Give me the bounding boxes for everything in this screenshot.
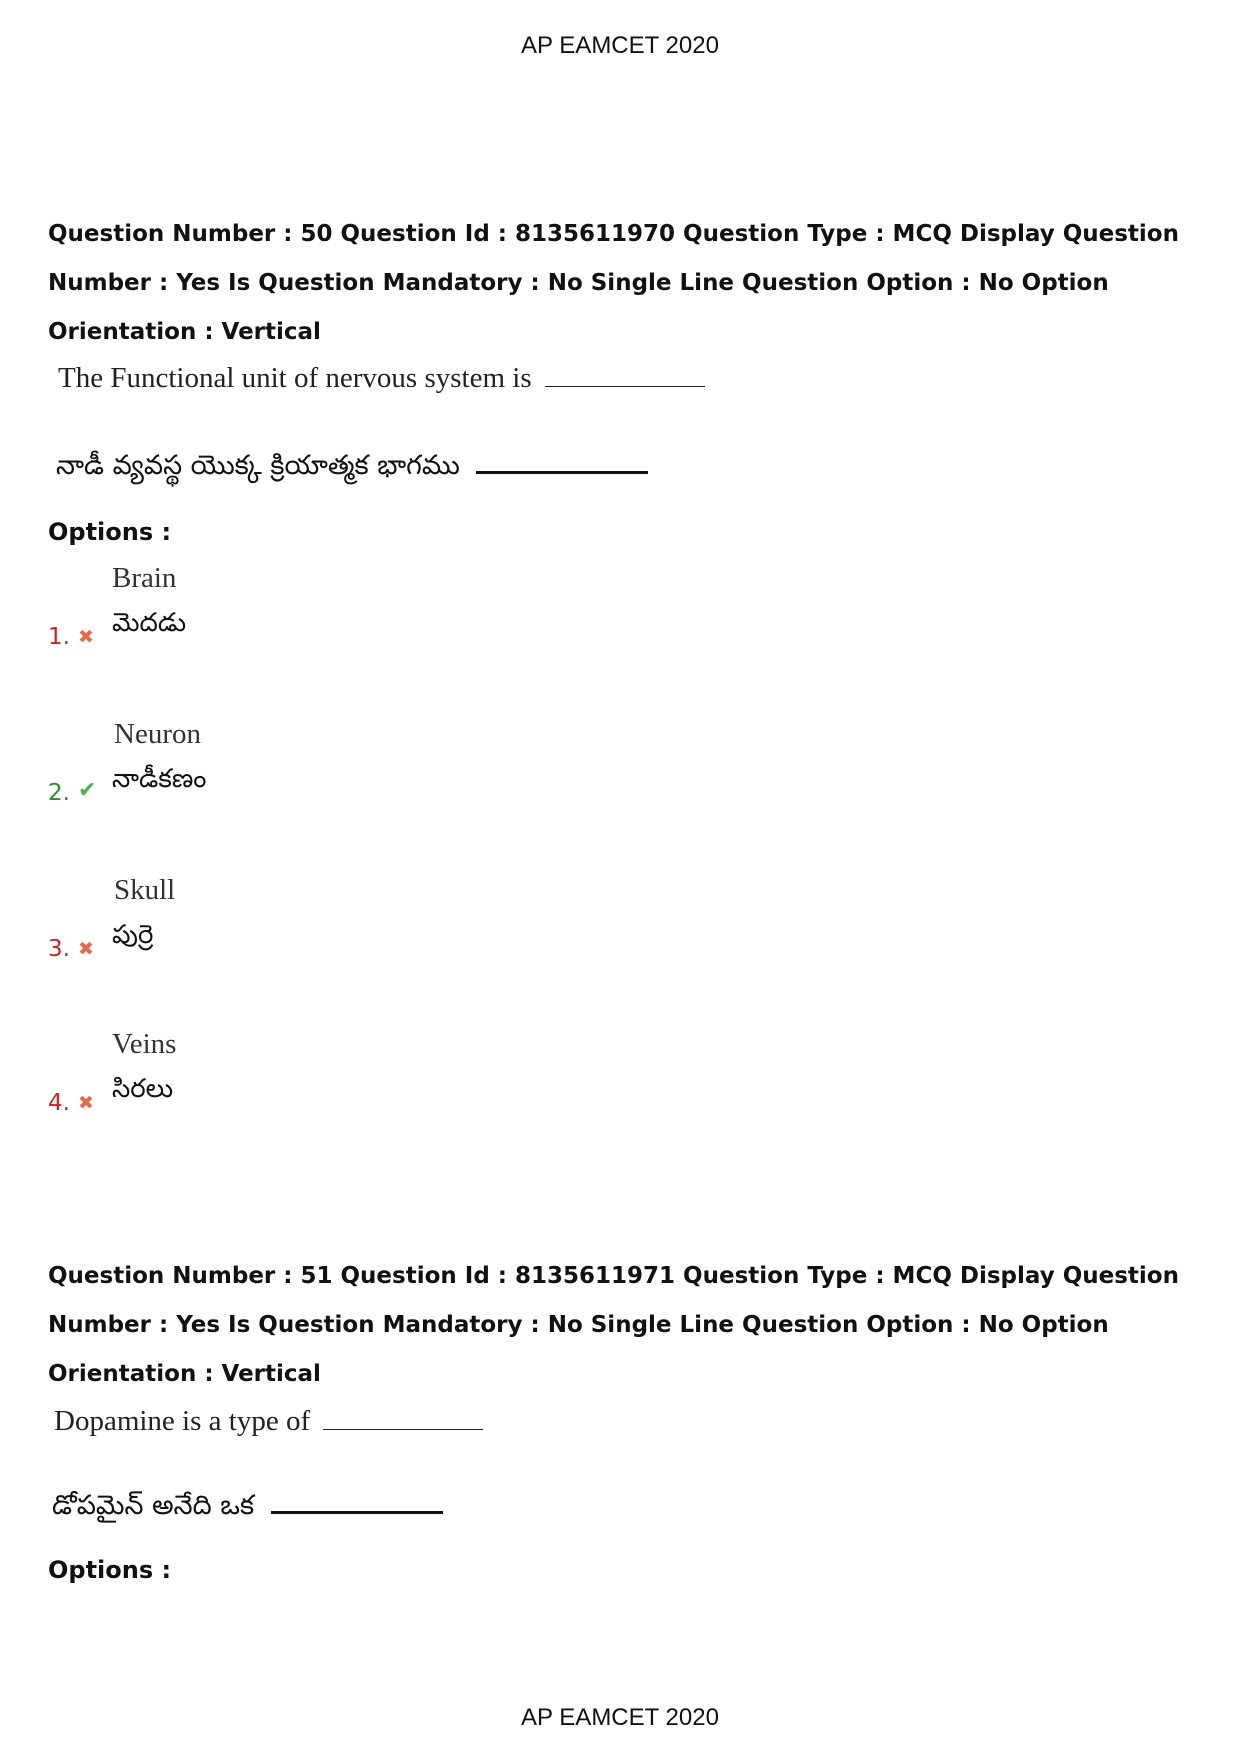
cross-icon: ✖ xyxy=(78,1092,94,1114)
answer-blank xyxy=(271,1510,443,1514)
options-label: Options : xyxy=(48,1556,172,1584)
question-50-text-en xyxy=(58,362,705,395)
option-1-text-te: మెదడు xyxy=(112,608,187,638)
option-2-number: 2. xyxy=(48,780,70,806)
cross-icon: ✖ xyxy=(78,938,94,960)
meta-line: Question Number : 50 Question Id : 8135611970 Question Type : MCQ Display Question xyxy=(48,221,1179,247)
options-label: Options : xyxy=(48,518,172,546)
check-icon: ✔ xyxy=(78,778,97,803)
question-text: నాడీ వ్యవస్థ యొక్క క్రియాత్మక భాగము xyxy=(56,450,460,481)
option-1-text-en: Brain xyxy=(112,562,177,594)
option-3-text-te: పుర్రె xyxy=(112,920,154,950)
option-3-number: 3. xyxy=(48,936,70,962)
question-51-text-te xyxy=(52,1490,443,1528)
meta-line: Orientation : Vertical xyxy=(48,319,321,345)
question-50-meta xyxy=(48,210,1198,357)
option-3-text-en: Skull xyxy=(114,874,176,906)
meta-line: Number : Yes Is Question Mandatory : No Single Line Question Option : No Option xyxy=(48,270,1109,296)
question-51-meta xyxy=(48,1252,1198,1399)
option-4-text-en: Veins xyxy=(112,1028,177,1060)
page-footer: AP EAMCET 2020 xyxy=(521,1704,719,1731)
meta-line: Number : Yes Is Question Mandatory : No Single Line Question Option : No Option xyxy=(48,1312,1109,1338)
question-text: డోపమైన్ అనేది ఒక xyxy=(52,1490,255,1521)
cross-icon: ✖ xyxy=(78,626,94,648)
meta-line: Question Number : 51 Question Id : 8135611971 Question Type : MCQ Display Question xyxy=(48,1263,1179,1289)
option-4-text-te: సిరలు xyxy=(112,1074,174,1104)
question-50-text-te xyxy=(56,450,648,488)
answer-blank xyxy=(476,470,648,474)
question-text: Dopamine is a type of xyxy=(54,1405,311,1437)
meta-line: Orientation : Vertical xyxy=(48,1361,321,1387)
option-2-text-te: నాడీకణం xyxy=(112,764,207,794)
option-2-text-en: Neuron xyxy=(114,718,201,750)
answer-blank xyxy=(545,385,705,387)
option-1-number: 1. xyxy=(48,624,70,650)
answer-blank xyxy=(323,1428,483,1430)
page-header: AP EAMCET 2020 xyxy=(521,32,719,59)
question-text: The Functional unit of nervous system is xyxy=(58,362,532,394)
question-51-text-en xyxy=(54,1405,483,1438)
option-4-number: 4. xyxy=(48,1090,70,1116)
